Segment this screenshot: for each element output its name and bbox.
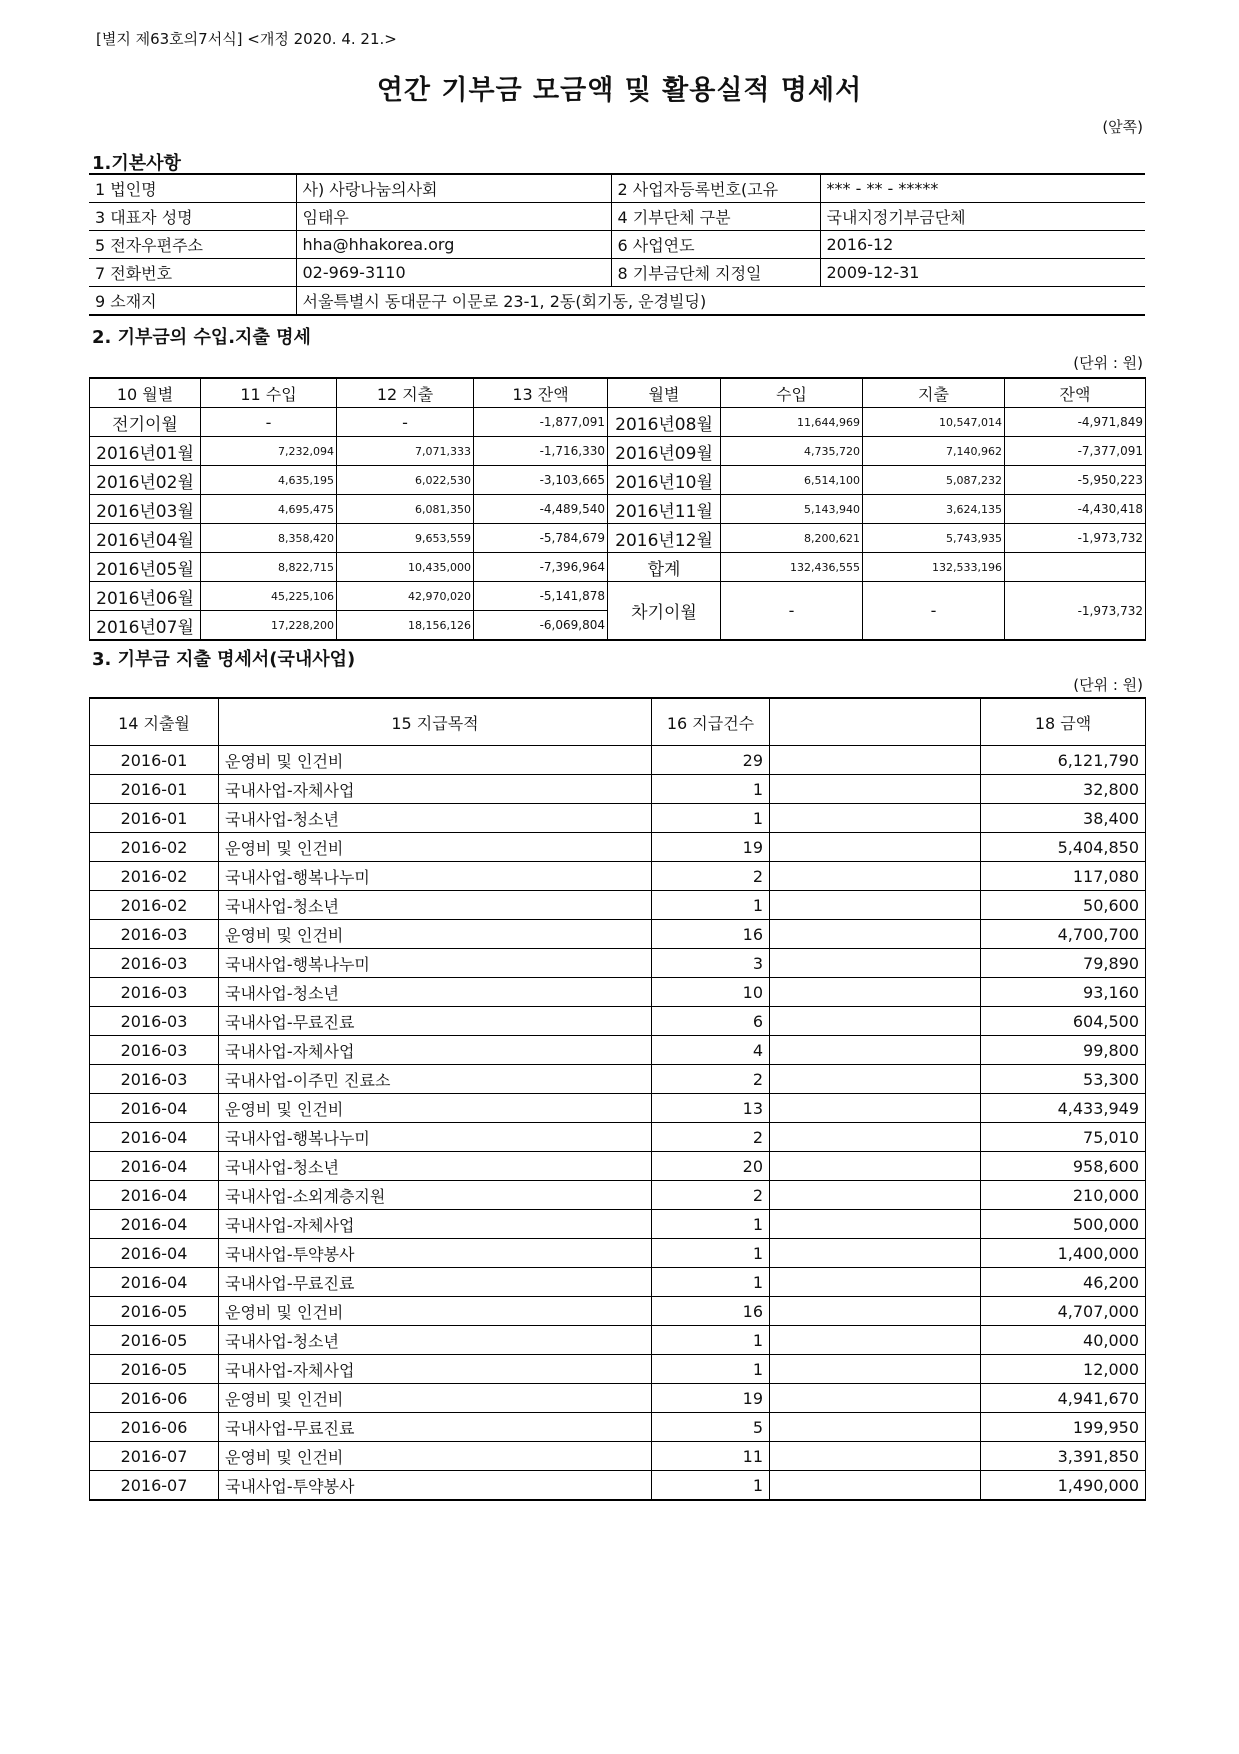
empty-cell [770,1152,981,1181]
month-cell: 합계 [608,553,721,582]
balance-cell: -1,877,091 [474,408,608,437]
expense-month-cell: 2016-02 [90,862,219,891]
empty-cell [770,1268,981,1297]
balance-cell [1005,553,1146,582]
purpose-cell: 국내사업-무료진료 [219,1007,652,1036]
count-cell: 1 [652,1355,770,1384]
expense-cell: - [863,582,1005,641]
amount-cell: 53,300 [981,1065,1146,1094]
table-row [90,1239,1146,1268]
field-value: 사) 사랑나눔의사회 [296,174,611,203]
count-cell: 16 [652,920,770,949]
month-cell: 2016년04월 [90,524,201,553]
section-title-basic: 1.기본사항 [92,153,181,174]
table-row [90,746,1146,775]
amount-cell: 1,490,000 [981,1471,1146,1501]
empty-cell [770,833,981,862]
month-cell: 2016년02월 [90,466,201,495]
empty-cell [770,949,981,978]
empty-cell [770,1326,981,1355]
expense-month-cell: 2016-04 [90,1268,219,1297]
count-cell: 16 [652,1297,770,1326]
purpose-cell: 국내사업-행복나누미 [219,949,652,978]
field-value: 02-969-3110 [296,259,611,287]
column-header: 10 월별 [90,378,201,408]
empty-cell [770,1384,981,1413]
column-header: 지출 [863,378,1005,408]
month-cell: 2016년01월 [90,437,201,466]
income-cell: 4,735,720 [721,437,863,466]
expense-month-cell: 2016-01 [90,746,219,775]
amount-cell: 32,800 [981,775,1146,804]
table-row [90,1065,1146,1094]
table-row [90,524,1146,553]
income-cell: 8,200,621 [721,524,863,553]
empty-cell [770,1094,981,1123]
count-cell: 19 [652,833,770,862]
amount-cell: 12,000 [981,1355,1146,1384]
purpose-cell: 국내사업-자체사업 [219,1210,652,1239]
field-label: 2 사업자등록번호(고유 [611,174,820,203]
expense-cell: 9,653,559 [337,524,474,553]
table-row [90,978,1146,1007]
amount-cell: 3,391,850 [981,1442,1146,1471]
table-row [90,804,1146,833]
table-row [90,582,1146,611]
amount-cell: 50,600 [981,891,1146,920]
empty-cell [770,1355,981,1384]
basic-info-row [89,287,1145,316]
empty-cell [770,804,981,833]
table-row [90,553,1146,582]
balance-cell: -5,950,223 [1005,466,1146,495]
field-label: 3 대표자 성명 [89,203,296,231]
column-header [770,698,981,746]
count-cell: 1 [652,1326,770,1355]
expense-month-cell: 2016-04 [90,1239,219,1268]
empty-cell [770,920,981,949]
purpose-cell: 국내사업-무료진료 [219,1413,652,1442]
amount-cell: 1,400,000 [981,1239,1146,1268]
balance-cell: -5,141,878 [474,582,608,611]
table-row [90,775,1146,804]
income-cell: 4,695,475 [201,495,337,524]
table-row [90,949,1146,978]
expense-month-cell: 2016-03 [90,1007,219,1036]
month-cell: 2016년10월 [608,466,721,495]
amount-cell: 500,000 [981,1210,1146,1239]
purpose-cell: 국내사업-청소년 [219,978,652,1007]
empty-cell [770,775,981,804]
count-cell: 19 [652,1384,770,1413]
table-row [90,1413,1146,1442]
balance-cell: -1,973,732 [1005,582,1146,641]
amount-cell: 199,950 [981,1413,1146,1442]
expense-cell: 6,022,530 [337,466,474,495]
table-header-row [90,378,1146,408]
table-row [90,408,1146,437]
expense-cell: 10,435,000 [337,553,474,582]
expense-detail-table [89,697,1146,1501]
column-header: 11 수입 [201,378,337,408]
amount-cell: 93,160 [981,978,1146,1007]
section-title-income-expense: 2. 기부금의 수입.지출 명세 [92,327,311,348]
expense-cell: 3,624,135 [863,495,1005,524]
count-cell: 2 [652,1123,770,1152]
purpose-cell: 국내사업-청소년 [219,1152,652,1181]
purpose-cell: 운영비 및 인건비 [219,746,652,775]
field-label: 8 기부금단체 지정일 [611,259,820,287]
empty-cell [770,978,981,1007]
column-header: 월별 [608,378,721,408]
field-value: hha@hhakorea.org [296,231,611,259]
field-value: 2009-12-31 [820,259,1145,287]
expense-cell: 18,156,126 [337,611,474,641]
table-row [90,920,1146,949]
month-cell: 2016년05월 [90,553,201,582]
expense-month-cell: 2016-03 [90,1065,219,1094]
income-cell: 5,143,940 [721,495,863,524]
amount-cell: 4,700,700 [981,920,1146,949]
income-cell: - [201,408,337,437]
purpose-cell: 국내사업-청소년 [219,891,652,920]
count-cell: 11 [652,1442,770,1471]
empty-cell [770,862,981,891]
purpose-cell: 운영비 및 인건비 [219,1384,652,1413]
balance-cell: -4,430,418 [1005,495,1146,524]
income-expense-table [89,377,1146,641]
amount-cell: 99,800 [981,1036,1146,1065]
empty-cell [770,1065,981,1094]
column-header: 14 지출월 [90,698,219,746]
table-row [90,1181,1146,1210]
count-cell: 4 [652,1036,770,1065]
column-header: 18 금액 [981,698,1146,746]
purpose-cell: 운영비 및 인건비 [219,1094,652,1123]
count-cell: 1 [652,1471,770,1501]
field-value: 국내지정기부금단체 [820,203,1145,231]
field-value: 2016-12 [820,231,1145,259]
table-row [90,891,1146,920]
count-cell: 1 [652,775,770,804]
purpose-cell: 국내사업-청소년 [219,1326,652,1355]
table-row [90,1471,1146,1501]
empty-cell [770,1123,981,1152]
expense-month-cell: 2016-06 [90,1384,219,1413]
expense-month-cell: 2016-04 [90,1152,219,1181]
unit-label-income-expense: (단위 : 원) [1073,354,1143,372]
field-value: *** - ** - ***** [820,174,1145,203]
amount-cell: 40,000 [981,1326,1146,1355]
expense-month-cell: 2016-07 [90,1442,219,1471]
purpose-cell: 국내사업-소외계층지원 [219,1181,652,1210]
amount-cell: 75,010 [981,1123,1146,1152]
balance-cell: -3,103,665 [474,466,608,495]
month-cell: 2016년03월 [90,495,201,524]
table-row [90,862,1146,891]
page-title: 연간 기부금 모금액 및 활용실적 명세서 [376,75,863,106]
table-row [90,1355,1146,1384]
month-cell: 전기이월 [90,408,201,437]
expense-month-cell: 2016-07 [90,1471,219,1501]
month-cell: 2016년11월 [608,495,721,524]
balance-cell: -5,784,679 [474,524,608,553]
empty-cell [770,1413,981,1442]
empty-cell [770,891,981,920]
expense-cell: 5,087,232 [863,466,1005,495]
purpose-cell: 국내사업-행복나누미 [219,862,652,891]
month-cell: 차기이월 [608,582,721,641]
field-label: 4 기부단체 구분 [611,203,820,231]
amount-cell: 79,890 [981,949,1146,978]
table-row [90,437,1146,466]
table-row [90,833,1146,862]
expense-cell: 6,081,350 [337,495,474,524]
month-cell: 2016년09월 [608,437,721,466]
column-header: 수입 [721,378,863,408]
purpose-cell: 운영비 및 인건비 [219,920,652,949]
count-cell: 2 [652,1065,770,1094]
expense-cell: 7,071,333 [337,437,474,466]
count-cell: 1 [652,1210,770,1239]
table-row [90,1268,1146,1297]
amount-cell: 4,707,000 [981,1297,1146,1326]
amount-cell: 46,200 [981,1268,1146,1297]
amount-cell: 604,500 [981,1007,1146,1036]
purpose-cell: 국내사업-무료진료 [219,1268,652,1297]
income-cell: 4,635,195 [201,466,337,495]
amount-cell: 4,433,949 [981,1094,1146,1123]
amount-cell: 210,000 [981,1181,1146,1210]
column-header: 13 잔액 [474,378,608,408]
table-row [90,1007,1146,1036]
month-cell: 2016년08월 [608,408,721,437]
expense-month-cell: 2016-03 [90,949,219,978]
basic-info-row [89,203,1145,231]
count-cell: 5 [652,1413,770,1442]
purpose-cell: 운영비 및 인건비 [219,833,652,862]
count-cell: 1 [652,1268,770,1297]
field-label: 1 법인명 [89,174,296,203]
purpose-cell: 국내사업-투약봉사 [219,1239,652,1268]
empty-cell [770,746,981,775]
purpose-cell: 국내사업-자체사업 [219,1036,652,1065]
expense-month-cell: 2016-04 [90,1181,219,1210]
table-row [90,1384,1146,1413]
income-cell: 8,822,715 [201,553,337,582]
table-row [90,1297,1146,1326]
column-header: 12 지출 [337,378,474,408]
table-row [90,1152,1146,1181]
count-cell: 29 [652,746,770,775]
expense-month-cell: 2016-04 [90,1210,219,1239]
count-cell: 2 [652,862,770,891]
balance-cell: -1,716,330 [474,437,608,466]
expense-month-cell: 2016-05 [90,1326,219,1355]
income-cell: 6,514,100 [721,466,863,495]
month-cell: 2016년07월 [90,611,201,641]
expense-month-cell: 2016-05 [90,1355,219,1384]
basic-info-row [89,259,1145,287]
empty-cell [770,1007,981,1036]
expense-month-cell: 2016-02 [90,833,219,862]
count-cell: 1 [652,891,770,920]
purpose-cell: 국내사업-청소년 [219,804,652,833]
basic-info-row [89,174,1145,203]
expense-month-cell: 2016-02 [90,891,219,920]
amount-cell: 4,941,670 [981,1384,1146,1413]
amount-cell: 5,404,850 [981,833,1146,862]
expense-cell: 132,533,196 [863,553,1005,582]
count-cell: 3 [652,949,770,978]
month-cell: 2016년12월 [608,524,721,553]
balance-cell: -1,973,732 [1005,524,1146,553]
expense-cell: 10,547,014 [863,408,1005,437]
expense-month-cell: 2016-05 [90,1297,219,1326]
table-header-row [90,698,1146,746]
expense-cell: - [337,408,474,437]
expense-month-cell: 2016-03 [90,978,219,1007]
count-cell: 1 [652,1239,770,1268]
empty-cell [770,1471,981,1501]
expense-cell: 42,970,020 [337,582,474,611]
count-cell: 20 [652,1152,770,1181]
income-cell: 132,436,555 [721,553,863,582]
income-cell: 45,225,106 [201,582,337,611]
field-label: 5 전자우편주소 [89,231,296,259]
income-cell: - [721,582,863,641]
count-cell: 10 [652,978,770,1007]
table-row [90,1326,1146,1355]
purpose-cell: 운영비 및 인건비 [219,1297,652,1326]
section-title-expense-detail: 3. 기부금 지출 명세서(국내사업) [92,649,356,670]
purpose-cell: 국내사업-투약봉사 [219,1471,652,1501]
expense-month-cell: 2016-01 [90,804,219,833]
column-header: 16 지급건수 [652,698,770,746]
expense-cell: 5,743,935 [863,524,1005,553]
page-side-label: (앞쪽) [1102,118,1143,136]
column-header: 잔액 [1005,378,1146,408]
amount-cell: 117,080 [981,862,1146,891]
amount-cell: 6,121,790 [981,746,1146,775]
empty-cell [770,1036,981,1065]
table-row [90,1123,1146,1152]
basic-info-row [89,231,1145,259]
income-cell: 8,358,420 [201,524,337,553]
count-cell: 6 [652,1007,770,1036]
expense-month-cell: 2016-04 [90,1094,219,1123]
balance-cell: -4,489,540 [474,495,608,524]
empty-cell [770,1297,981,1326]
basic-info-table [89,173,1145,316]
balance-cell: -7,377,091 [1005,437,1146,466]
count-cell: 1 [652,804,770,833]
empty-cell [770,1181,981,1210]
expense-month-cell: 2016-04 [90,1123,219,1152]
address-value: 서울특별시 동대문구 이문로 23-1, 2동(회기동, 운경빌딩) [296,287,1145,316]
empty-cell [770,1239,981,1268]
empty-cell [770,1442,981,1471]
field-label: 6 사업연도 [611,231,820,259]
expense-month-cell: 2016-03 [90,1036,219,1065]
balance-cell: -7,396,964 [474,553,608,582]
amount-cell: 38,400 [981,804,1146,833]
expense-month-cell: 2016-01 [90,775,219,804]
table-row [90,1442,1146,1471]
table-row [90,466,1146,495]
table-row [90,1094,1146,1123]
purpose-cell: 국내사업-자체사업 [219,1355,652,1384]
column-header: 15 지급목적 [219,698,652,746]
purpose-cell: 운영비 및 인건비 [219,1442,652,1471]
expense-month-cell: 2016-06 [90,1413,219,1442]
empty-cell [770,1210,981,1239]
purpose-cell: 국내사업-이주민 진료소 [219,1065,652,1094]
amount-cell: 958,600 [981,1152,1146,1181]
month-cell: 2016년06월 [90,582,201,611]
table-row [90,1036,1146,1065]
expense-cell: 7,140,962 [863,437,1005,466]
income-cell: 17,228,200 [201,611,337,641]
table-row [90,495,1146,524]
table-row [90,1210,1146,1239]
balance-cell: -6,069,804 [474,611,608,641]
count-cell: 2 [652,1181,770,1210]
field-label: 7 전화번호 [89,259,296,287]
field-label: 9 소재지 [89,287,296,316]
balance-cell: -4,971,849 [1005,408,1146,437]
count-cell: 13 [652,1094,770,1123]
income-cell: 7,232,094 [201,437,337,466]
form-reference: [별지 제63호의7서식] <개정 2020. 4. 21.> [96,30,397,48]
unit-label-expense-detail: (단위 : 원) [1073,676,1143,694]
field-value: 임태우 [296,203,611,231]
expense-month-cell: 2016-03 [90,920,219,949]
purpose-cell: 국내사업-행복나누미 [219,1123,652,1152]
purpose-cell: 국내사업-자체사업 [219,775,652,804]
income-cell: 11,644,969 [721,408,863,437]
